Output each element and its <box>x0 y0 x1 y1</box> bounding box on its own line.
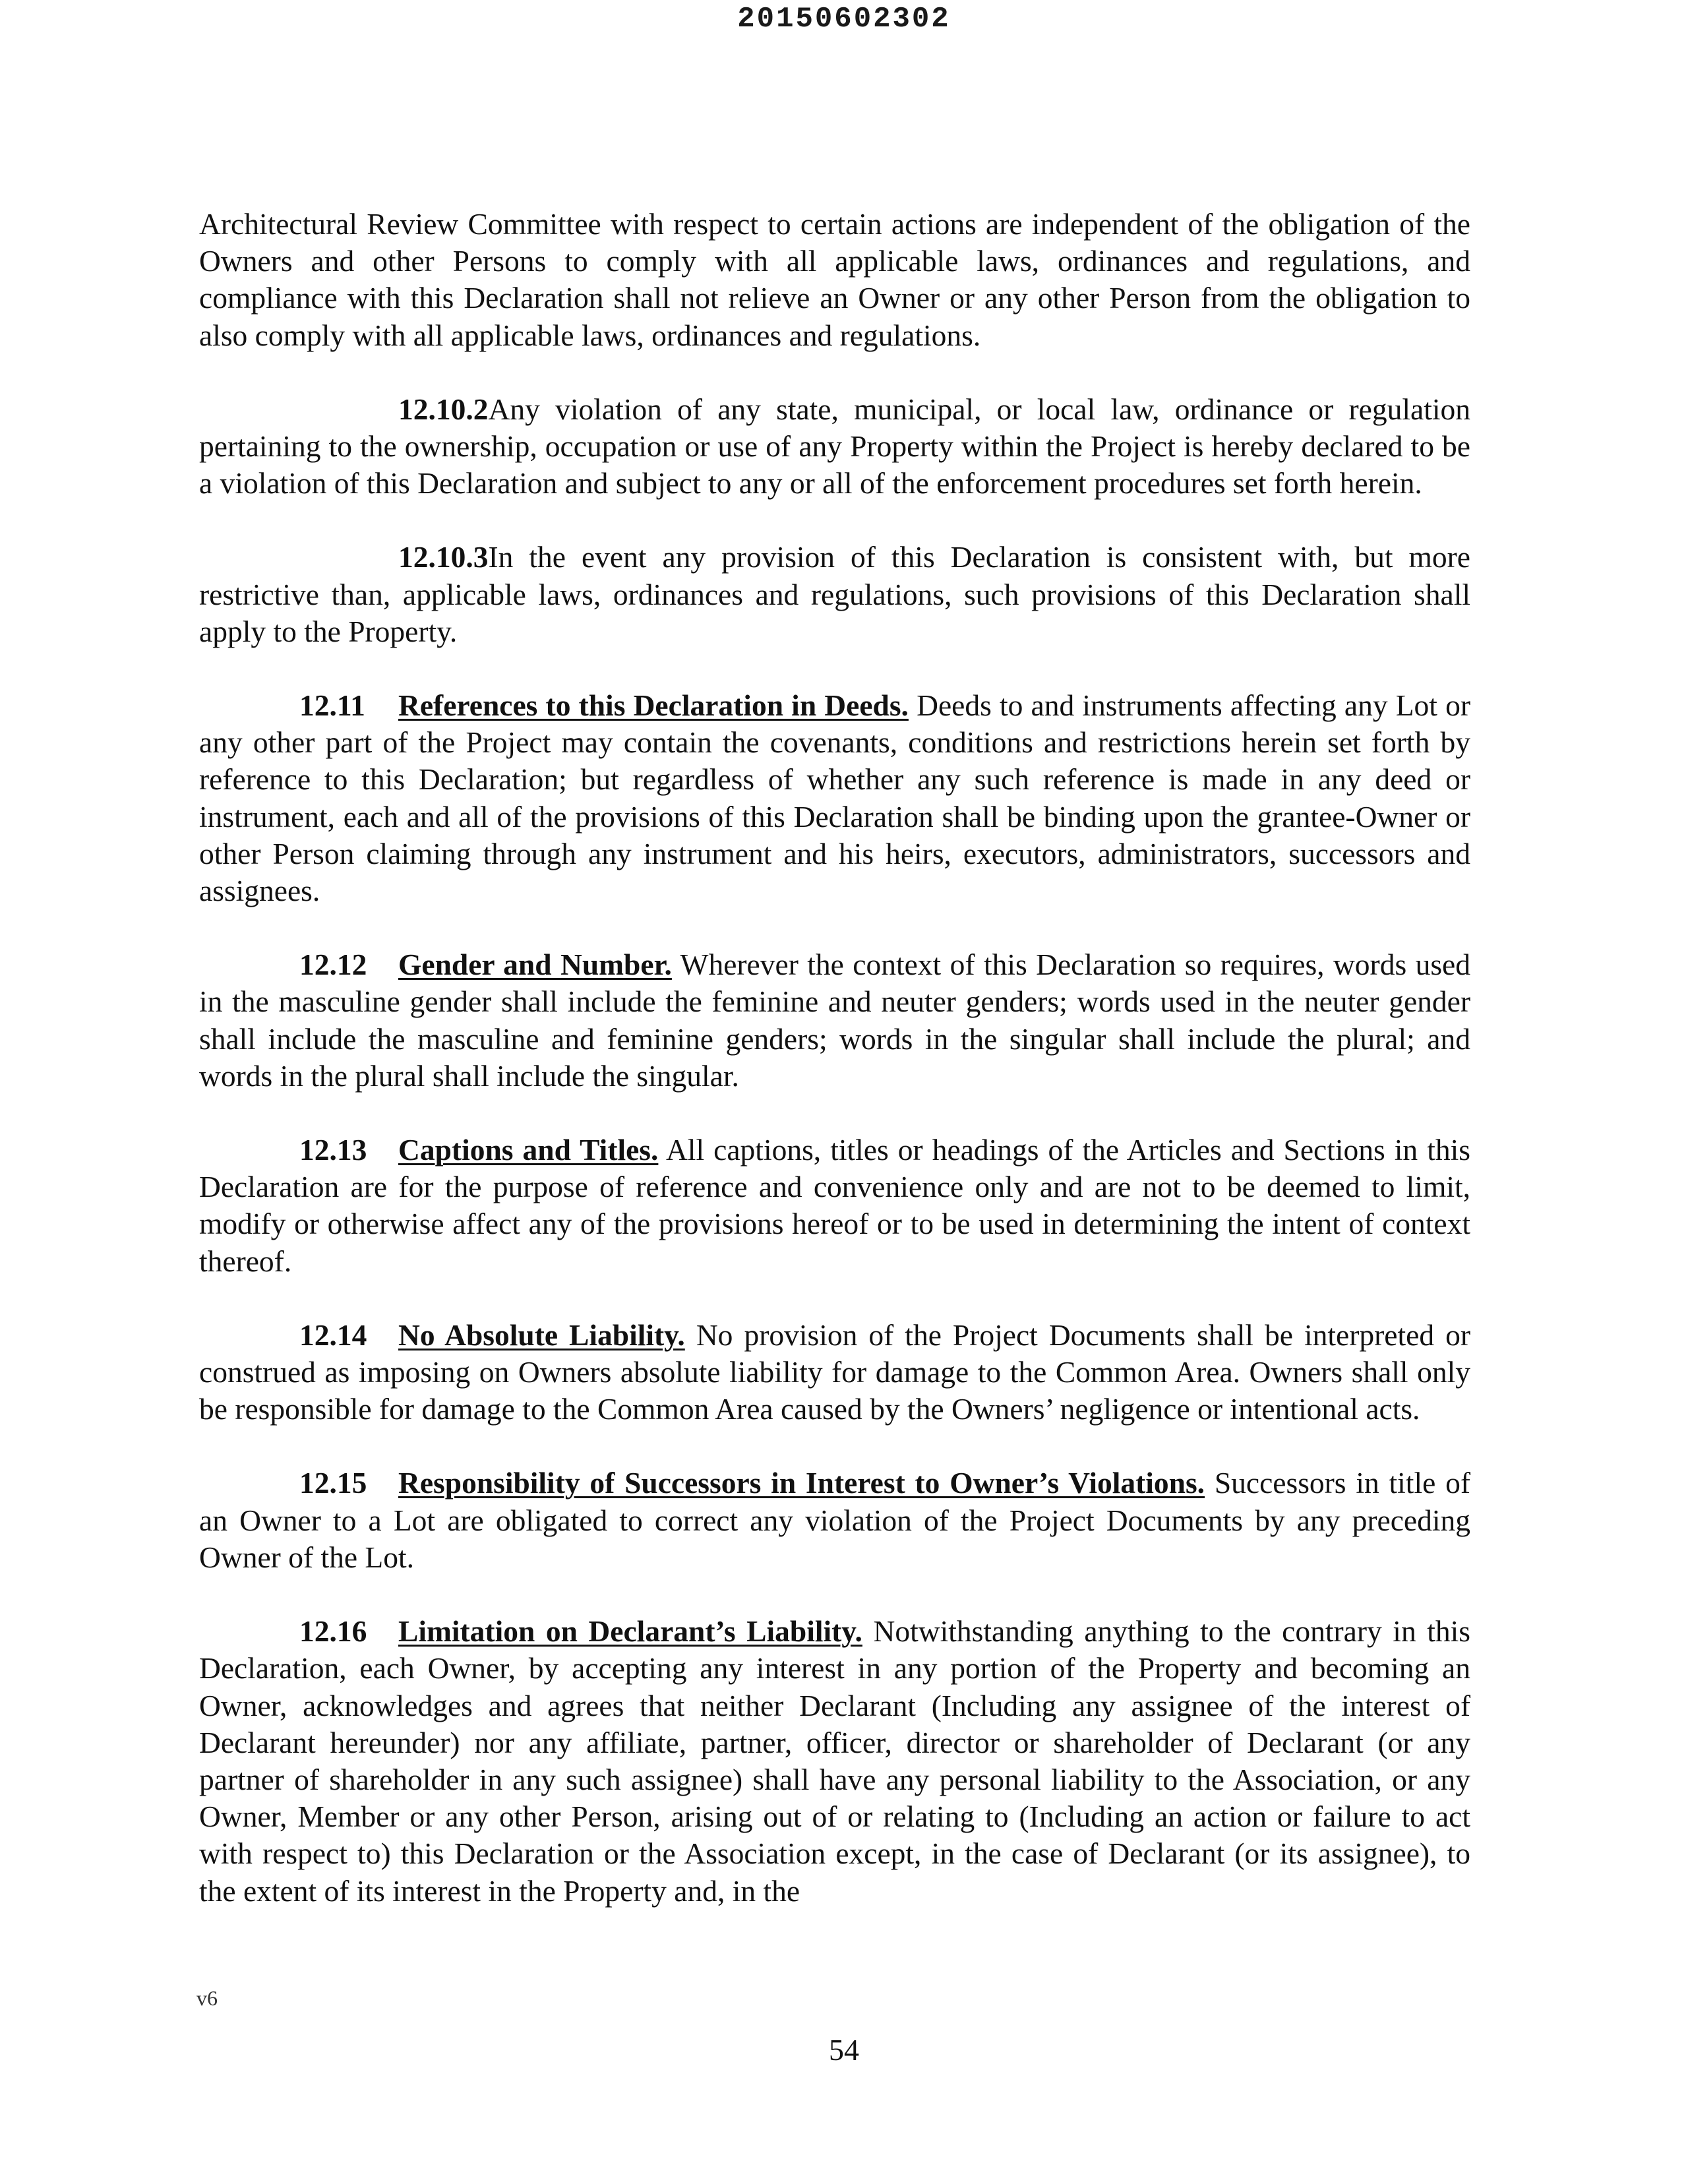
section-text: Successors in title of an Owner to a Lot are obligated to correct any violation of the Project Documents by any preceding Owner of the Lot. <box>199 1466 1470 1574</box>
subsection-12-10-3 <box>199 539 1470 650</box>
section-heading: Responsibility of Successors in Interest to Owner’s Violations. <box>398 1466 1205 1500</box>
subsection-number: 12.10.3 <box>398 540 489 574</box>
version-label: v6 <box>196 1986 218 2010</box>
section-12-16 <box>199 1613 1470 1910</box>
section-number: 12.11 <box>299 688 365 723</box>
section-heading: Captions and Titles. <box>398 1133 659 1167</box>
section-text: All captions, titles or headings of the Articles and Sections in this Declaration are for the purpose of reference and convenience only and are not to be deemed to limit, modify or otherwise affect any of the provisions hereof or to be used in determining the intent of context thereof. <box>199 1133 1470 1278</box>
section-heading: References to this Declaration in Deeds. <box>398 688 909 723</box>
section-number: 12.13 <box>299 1133 367 1167</box>
section-text: No provision of the Project Documents shall be interpreted or construed as imposing on Owners absolute liability for damage to the Common Area. Owners shall only be responsible for damage to the Common Area caused by the Owners’ negligence or intentional acts. <box>199 1318 1470 1426</box>
subsection-text: Any violation of any state, municipal, or local law, ordinance or regulation pertaining to the ownership, occupation or use of any Property within the Project is hereby declared to be a violation of this Declaration and subject to any or all of the enforcement procedures set forth herein. <box>199 392 1470 501</box>
section-12-14 <box>199 1317 1470 1428</box>
section-text: Deeds to and instruments affecting any Lot or any other part of the Project may contain the covenants, conditions and restrictions herein set forth by reference to this Declaration; but regardless of whether any such reference is made in any deed or instrument, each and all of the provisions of this Declaration shall be binding upon the grantee-Owner or other Person claiming through any instrument and his heirs, executors, administrators, successors and assignees. <box>199 688 1470 908</box>
document-number: 20150602302 <box>737 3 951 36</box>
page-number: 54 <box>829 2033 859 2067</box>
paragraph-text: Architectural Review Committee with respect to certain actions are independent of the obligation of the Owners and other Persons to comply with all applicable laws, ordinances and regulations, and compliance with this Declaration shall not relieve an Owner or any other Person from the obligation to also comply with all applicable laws, ordinances and regulations. <box>199 207 1470 352</box>
subsection-number: 12.10.2 <box>398 392 489 426</box>
subsection-12-10-2 <box>199 391 1470 502</box>
document-body <box>199 206 1470 1910</box>
section-text: Notwithstanding anything to the contrary in this Declaration, each Owner, by accepting any interest in any portion of the Property and becoming an Owner, acknowledges and agrees that neither Declarant (Including any assignee of the interest of Declarant hereunder) nor any affiliate, partner, officer, director or shareholder of Declarant (or any partner of shareholder in any such assignee) shall have any personal liability to the Association, or any Owner, Member or any other Person, arising out of or relating to (Including an action or failure to act with respect to) this Declaration or the Association except, in the case of Declarant (or its assignee), to the extent of its interest in the Property and, in the <box>199 1614 1470 1908</box>
paragraph-continuation <box>199 206 1470 354</box>
section-text: Wherever the context of this Declaration so requires, words used in the masculine gender shall include the feminine and neuter genders; words used in the neuter gender shall include the masculine and feminine genders; words in the singular shall include the plural; and words in the plural shall include the singular. <box>199 948 1470 1093</box>
section-number: 12.14 <box>299 1318 367 1352</box>
section-number: 12.16 <box>299 1614 367 1649</box>
section-12-13 <box>199 1132 1470 1280</box>
section-heading: Limitation on Declarant’s Liability. <box>398 1614 862 1649</box>
section-number: 12.15 <box>299 1466 367 1500</box>
section-heading: No Absolute Liability. <box>398 1318 685 1352</box>
section-12-15 <box>199 1465 1470 1576</box>
section-number: 12.12 <box>299 948 367 982</box>
section-12-12 <box>199 946 1470 1095</box>
subsection-text: In the event any provision of this Declaration is consistent with, but more restrictive than, applicable laws, ordinances and regulations, such provisions of this Declaration shall apply to the Property. <box>199 540 1470 648</box>
section-12-11 <box>199 687 1470 909</box>
section-heading: Gender and Number. <box>398 948 672 982</box>
